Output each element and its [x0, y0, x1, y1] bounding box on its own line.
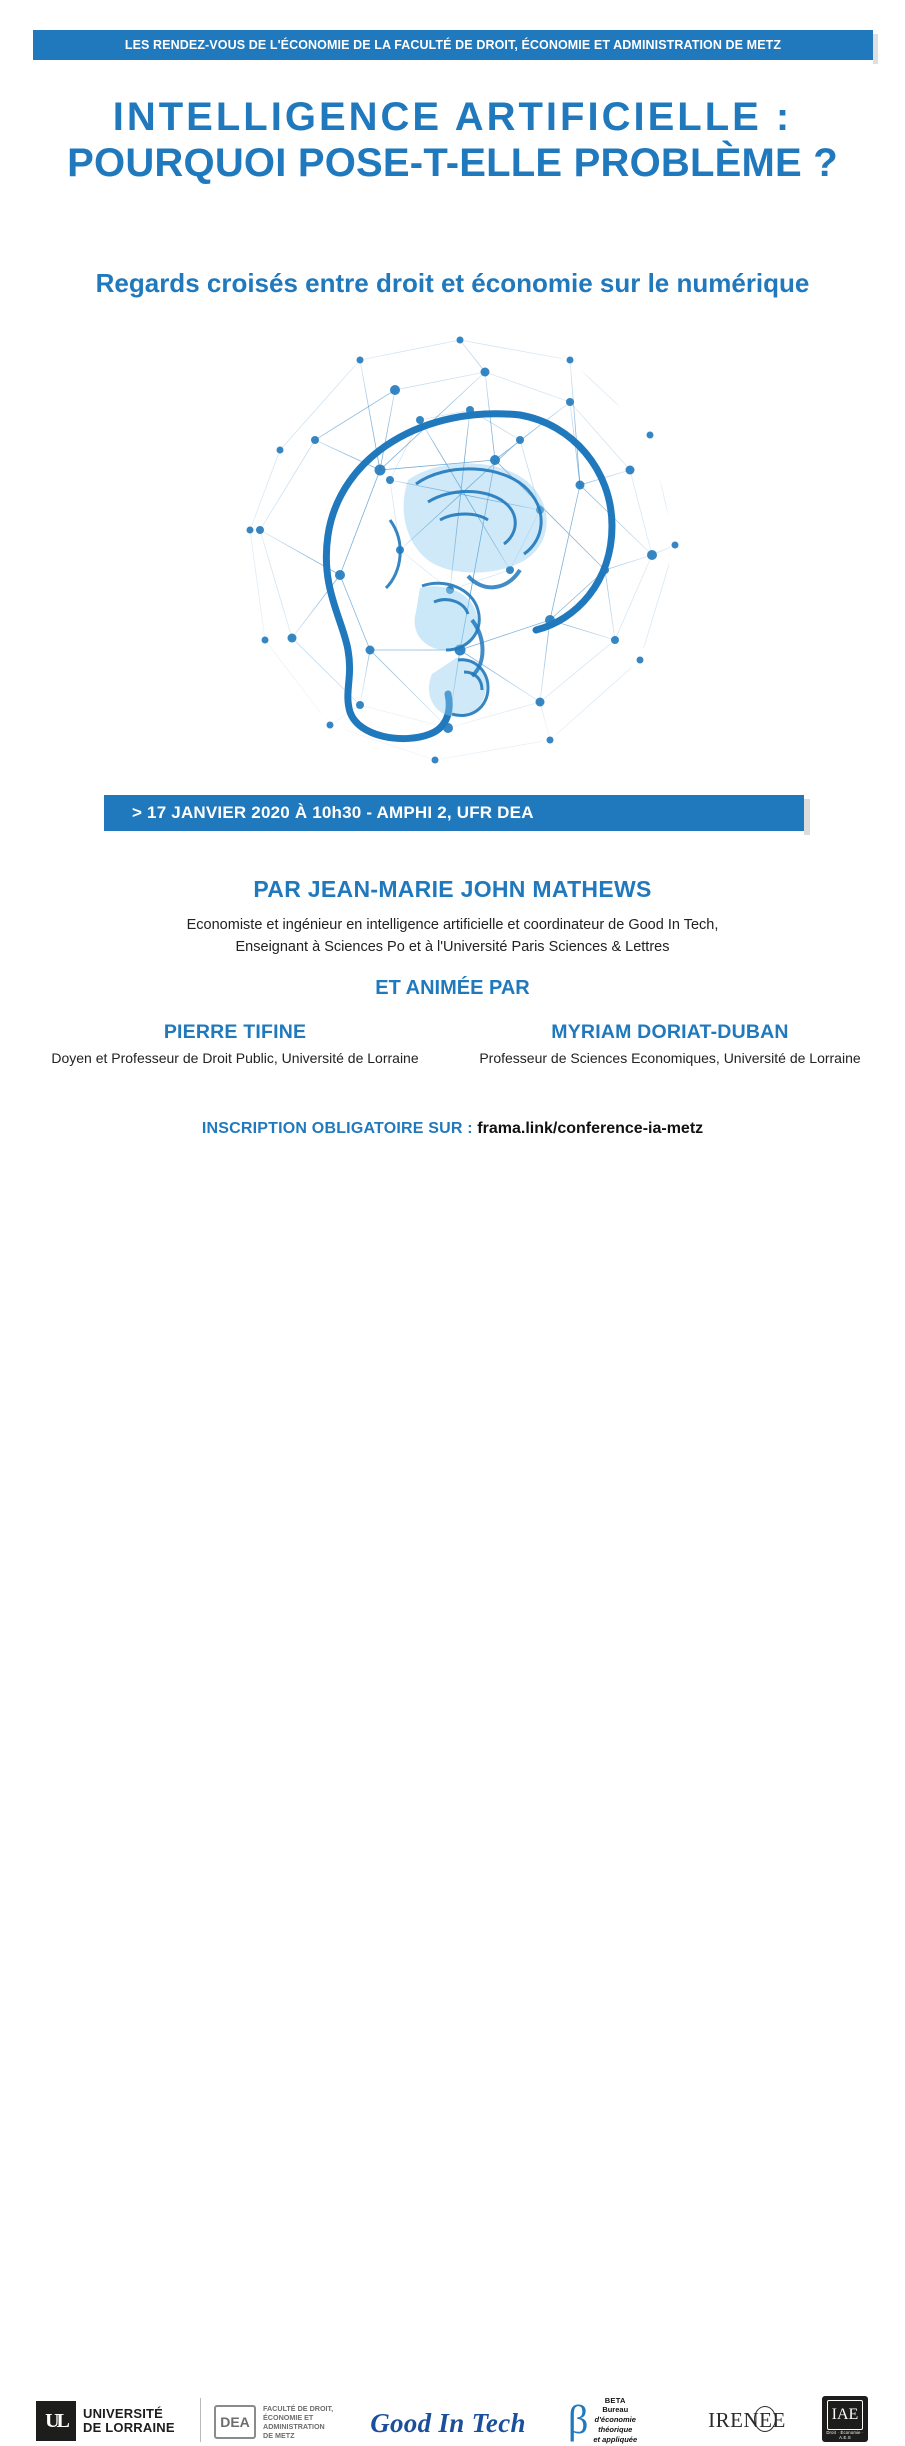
logo-irenee [692, 2408, 802, 2433]
crest-shield-icon [822, 2396, 868, 2442]
faculty-wordmark [263, 2404, 333, 2440]
ul-wordmark [83, 2407, 175, 2434]
hosted-by-label: ET ANIMÉE PAR [375, 977, 530, 999]
host-role: Doyen et Professeur de Droit Public, Université de Lorraine [51, 1050, 419, 1066]
registration-label: INSCRIPTION OBLIGATOIRE SUR : [201, 1120, 473, 1137]
event-date-banner [104, 795, 804, 831]
faculty-wordmark-line-3: ADMINISTRATION [263, 2422, 325, 2431]
host-role: Professeur de Sciences Economiques, Université de Lorraine [479, 1050, 861, 1066]
crest-caption: Droit · Économie · A.E.S [826, 2430, 864, 2440]
host-name: MYRIAM DORIAT-DUBAN [551, 1021, 789, 1043]
ul-monogram-icon: UL [36, 2401, 76, 2441]
registration-link[interactable]: frama.link/conference-ia-metz [477, 1120, 704, 1137]
top-banner-text: LES RENDEZ-VOUS DE L'ÉCONOMIE DE LA FACULTÉ DE DROIT, ÉCONOMIE ET ADMINISTRATION DE METZ [124, 38, 782, 52]
logo-beta [568, 2396, 708, 2444]
top-banner-shadow [873, 34, 878, 64]
logo-strip [0, 1196, 905, 2444]
irenee-ring-icon [754, 2406, 776, 2432]
irenee-wordmark [708, 2408, 786, 2433]
top-banner [33, 30, 873, 60]
beta-wordmark [593, 2396, 637, 2445]
event-date-text: > 17 JANVIER 2020 À 10h30 - AMPHI 2, UFR DEA [132, 803, 534, 822]
host-block-left [20, 1021, 450, 1066]
beta-wordmark-line-1: BETA [604, 2395, 626, 2405]
logo-faculte-dea [214, 2400, 364, 2444]
registration-line [0, 1120, 905, 1138]
main-speaker-role-line-2: Enseignant à Sciences Po et à l'Université Paris Sciences & Lettres [235, 938, 670, 955]
ul-wordmark-line-1: UNIVERSITÉ [83, 2406, 164, 2422]
faculty-wordmark-line-4: DE METZ [263, 2431, 295, 2440]
brain-network-illustration [220, 320, 690, 780]
faculty-wordmark-line-1: FACULTÉ DE DROIT, [263, 2404, 334, 2413]
beta-wordmark-line-2: Bureau [602, 2405, 629, 2415]
dea-monogram-icon: DEA [214, 2405, 256, 2439]
ul-wordmark-line-2: DE LORRAINE [83, 2420, 175, 2435]
logo-universite-de-lorraine [36, 2398, 196, 2444]
page-title [0, 96, 905, 188]
title-line-1: INTELLIGENCE ARTIFICIELLE : [112, 95, 793, 139]
main-speaker-role [0, 915, 905, 959]
beta-wordmark-line-5: et appliquée [593, 2434, 638, 2444]
main-speaker-role-line-1: Economiste et ingénieur en intelligence artificielle et coordinateur de Good In Tech, [186, 917, 719, 933]
host-name: PIERRE TIFINE [163, 1021, 307, 1043]
beta-wordmark-line-4: théorique [598, 2424, 633, 2434]
crest-monogram: IAE [827, 2400, 863, 2430]
logo-divider [200, 2398, 201, 2442]
beta-wordmark-line-3: d'économie [594, 2415, 636, 2425]
main-speaker-name: PAR JEAN-MARIE JOHN MATHEWS [253, 876, 652, 902]
date-banner-shadow [804, 799, 810, 835]
faculty-wordmark-line-2: ÉCONOMIE ET [263, 2413, 314, 2422]
title-line-2: POURQUOI POSE-T-ELLE PROBLÈME ? [67, 141, 838, 185]
logo-crest [822, 2396, 870, 2446]
irenee-wordmark-text: IRENEE [708, 2408, 786, 2432]
host-block-right [455, 1021, 885, 1066]
logo-good-in-tech [348, 2408, 548, 2439]
good-in-tech-wordmark: Good In Tech [370, 2408, 526, 2438]
page-subtitle: Regards croisés entre droit et économie sur le numérique [95, 268, 810, 298]
beta-symbol-icon: β [568, 2397, 589, 2442]
